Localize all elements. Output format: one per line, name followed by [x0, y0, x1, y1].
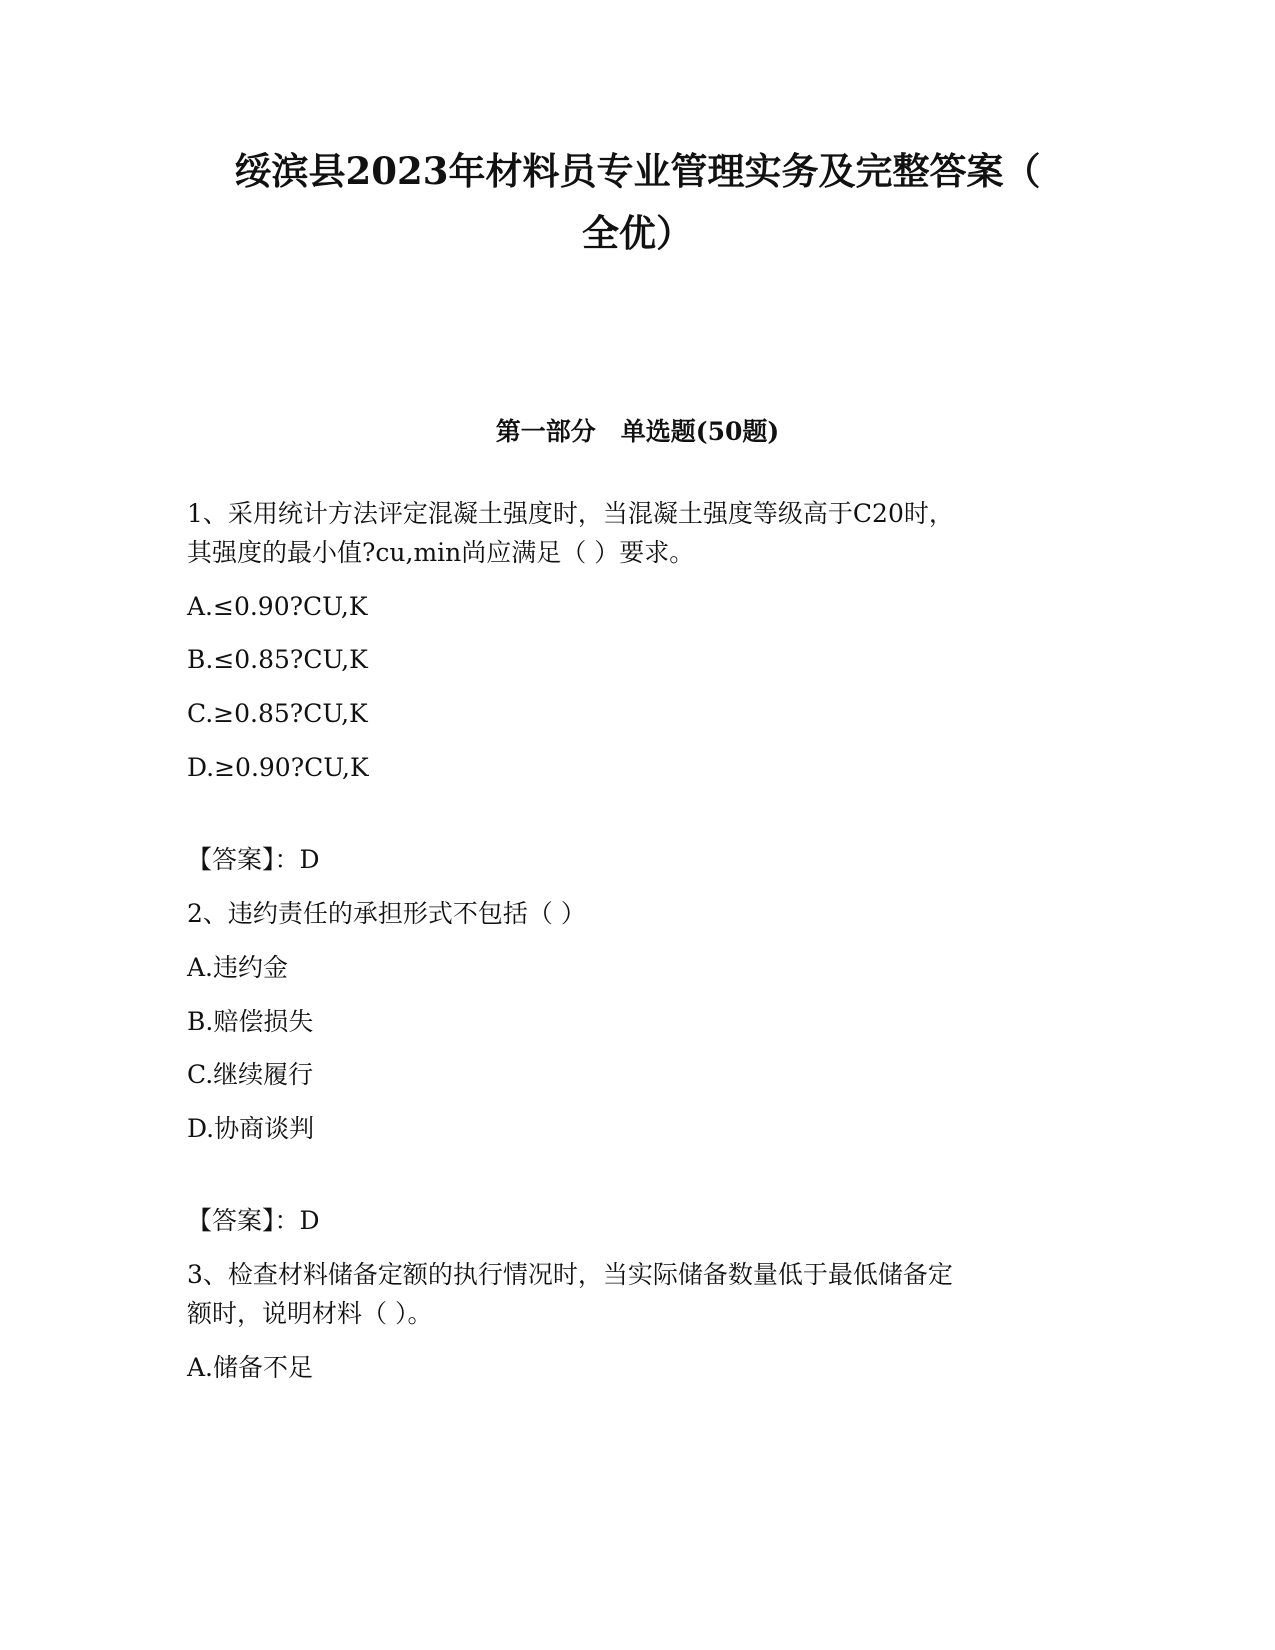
question-3-stem-line2: 额时，说明材料（ ）。 — [187, 1299, 433, 1328]
question-2-option-a: A.违约金 — [187, 953, 289, 982]
question-1-stem-line2: 其强度的最小值?cu,min尚应满足（ ）要求。 — [187, 538, 695, 567]
question-1-stem-line1: 1、采用统计方法评定混凝土强度时，当混凝土强度等级高于C20时， — [187, 499, 954, 528]
question-2-answer: 【答案】：D — [187, 1206, 320, 1235]
question-2-option-c: C.继续履行 — [187, 1060, 314, 1089]
question-2-stem-line1: 2、违约责任的承担形式不包括（ ） — [187, 899, 586, 928]
question-2-option-b: B.赔偿损失 — [187, 1007, 314, 1036]
document-title — [160, 140, 1115, 264]
question-2-option-d: D.协商谈判 — [187, 1114, 315, 1143]
document-title-line2: 全优） — [582, 211, 693, 255]
question-1-answer: 【答案】：D — [187, 845, 320, 874]
question-1-option-b: B.≤0.85?CU,K — [187, 645, 368, 674]
question-3-option-a: A.储备不足 — [187, 1353, 314, 1382]
section-heading: 第一部分 单选题(50题) — [495, 417, 780, 446]
question-3-stem-line1: 3、检查材料储备定额的执行情况时，当实际储备数量低于最低储备定 — [187, 1260, 953, 1289]
question-1-option-a: A.≤0.90?CU,K — [187, 592, 368, 621]
question-1-option-c: C.≥0.85?CU,K — [187, 699, 368, 728]
question-1-option-d: D.≥0.90?CU,K — [187, 753, 369, 782]
document-title-line1: 绥滨县2023年材料员专业管理实务及完整答案（ — [234, 149, 1041, 193]
